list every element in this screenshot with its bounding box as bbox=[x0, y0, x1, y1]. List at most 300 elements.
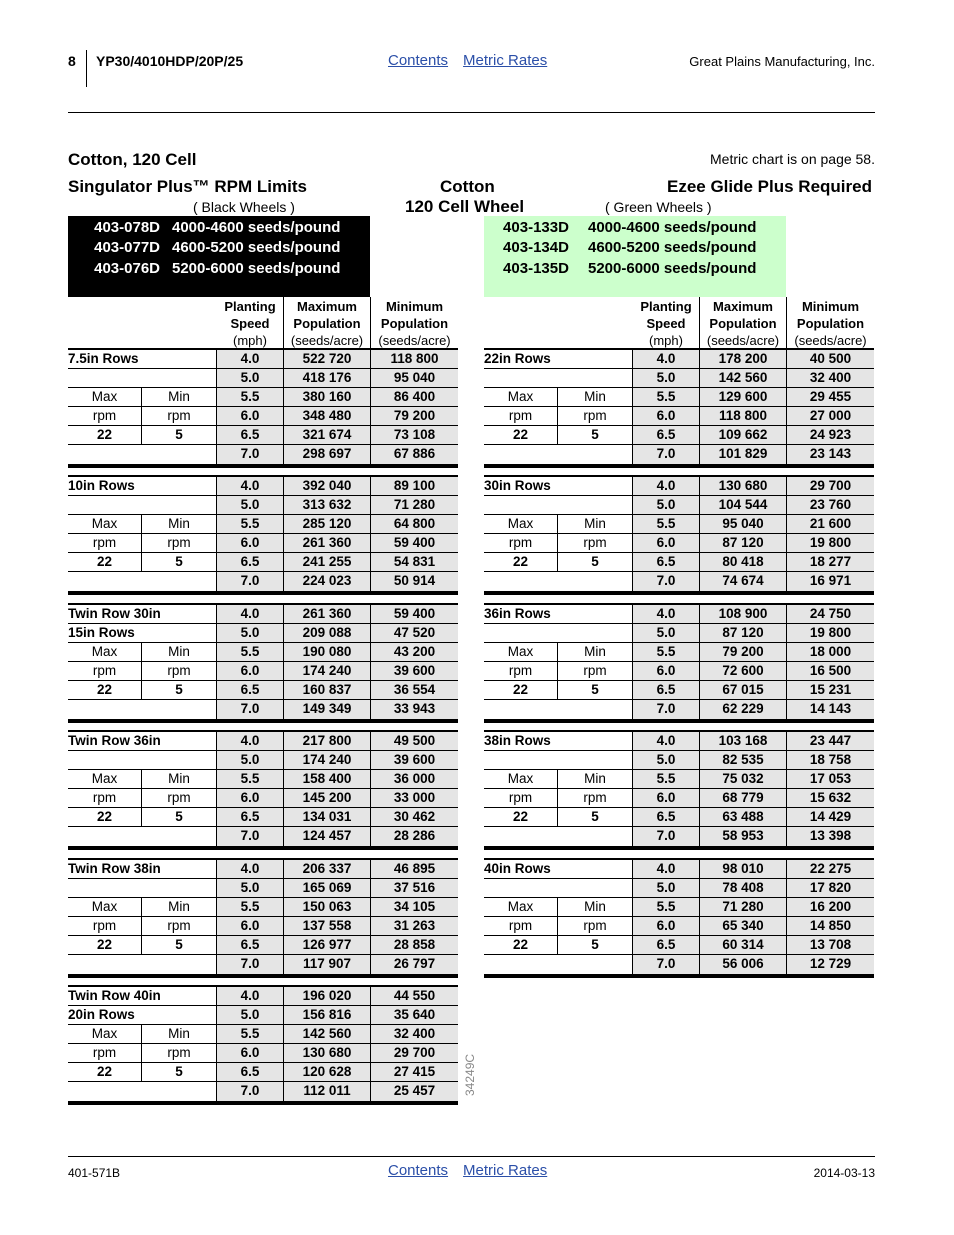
min-population-cell: 12 729 bbox=[787, 955, 874, 974]
speed-cell: 7.0 bbox=[217, 445, 284, 464]
max-population-cell: 313 632 bbox=[284, 496, 371, 514]
min-rpm-label: Min bbox=[168, 899, 190, 914]
row-label-cell bbox=[484, 827, 633, 846]
table-row bbox=[68, 350, 458, 369]
min-rpm-label: Min bbox=[584, 516, 606, 531]
row-spacing-label: Twin Row 38in bbox=[68, 861, 161, 876]
table-row bbox=[68, 515, 458, 534]
min-population-cell: 36 554 bbox=[371, 681, 458, 699]
min-population-cell: 64 800 bbox=[371, 515, 458, 533]
min-rpm-label: rpm bbox=[583, 408, 607, 423]
speed-cell: 6.5 bbox=[217, 426, 284, 444]
speed-cell: 6.0 bbox=[217, 1044, 284, 1062]
row-spacing-label bbox=[484, 496, 632, 514]
max-rpm-label: Max bbox=[68, 770, 142, 788]
max-rpm-label: Max bbox=[68, 898, 142, 916]
max-population-cell: 158 400 bbox=[284, 770, 371, 788]
company-name: Great Plains Manufacturing, Inc. bbox=[689, 54, 875, 69]
row-label-cell bbox=[68, 350, 217, 368]
speed-cell: 7.0 bbox=[633, 827, 700, 846]
max-population-cell: 71 280 bbox=[700, 898, 787, 916]
table-row bbox=[68, 955, 458, 974]
row-spacing-label bbox=[484, 751, 632, 769]
max-rpm-value: 22 bbox=[484, 426, 558, 444]
row-label-cell bbox=[68, 1082, 217, 1101]
max-rpm-value: 22 bbox=[484, 553, 558, 571]
speed-cell: 4.0 bbox=[217, 732, 284, 750]
min-rpm-label: Min bbox=[168, 1026, 190, 1041]
column-header-left bbox=[68, 297, 458, 348]
max-col-header: Maximum Population (seeds/acre) bbox=[284, 297, 371, 348]
figure-code: 34249C bbox=[463, 1053, 477, 1096]
block-rows bbox=[68, 860, 458, 974]
max-rpm-label: rpm bbox=[68, 789, 142, 807]
max-population-cell: 165 069 bbox=[284, 879, 371, 897]
block-bottom-rule bbox=[484, 464, 874, 468]
min-population-cell: 37 516 bbox=[371, 879, 458, 897]
row-spacing-label: 36in Rows bbox=[484, 606, 551, 621]
row-spacing-label bbox=[68, 879, 216, 897]
row-label-cell bbox=[68, 751, 217, 769]
max-population-cell: 79 200 bbox=[700, 643, 787, 661]
speed-cell: 6.5 bbox=[633, 808, 700, 826]
table-row bbox=[68, 1006, 458, 1025]
max-population-cell: 129 600 bbox=[700, 388, 787, 406]
min-rpm-label: rpm bbox=[583, 790, 607, 805]
max-population-cell: 62 229 bbox=[700, 700, 787, 719]
table-row bbox=[68, 662, 458, 681]
plate-row: 403-135D 5200-6000 seeds/pound bbox=[503, 259, 757, 277]
row-label-cell bbox=[484, 662, 633, 680]
min-rpm-value: 5 bbox=[591, 554, 599, 569]
min-population-cell: 17 053 bbox=[787, 770, 874, 788]
max-population-cell: 95 040 bbox=[700, 515, 787, 533]
speed-cell: 5.5 bbox=[633, 515, 700, 533]
row-label-cell bbox=[484, 350, 633, 368]
table-row bbox=[68, 1063, 458, 1082]
max-rpm-label: rpm bbox=[68, 662, 142, 680]
row-label-cell bbox=[484, 515, 633, 533]
max-population-cell: 261 360 bbox=[284, 605, 371, 623]
row-label-cell bbox=[68, 987, 217, 1005]
black-plate-box bbox=[68, 216, 370, 297]
black-wheels-label: ( Black Wheels ) bbox=[193, 199, 295, 215]
row-label-cell bbox=[68, 879, 217, 897]
block-rows bbox=[68, 477, 458, 591]
row-label-cell bbox=[484, 917, 633, 935]
row-spacing-label: Twin Row 36in bbox=[68, 733, 161, 748]
row-label-cell bbox=[484, 955, 633, 974]
min-population-cell: 35 640 bbox=[371, 1006, 458, 1024]
min-population-cell: 39 600 bbox=[371, 662, 458, 680]
header-divider bbox=[86, 50, 87, 87]
min-population-cell: 73 108 bbox=[371, 426, 458, 444]
table-row bbox=[68, 879, 458, 898]
min-rpm-label: Min bbox=[168, 516, 190, 531]
speed-cell: 6.0 bbox=[217, 534, 284, 552]
table-row bbox=[68, 827, 458, 846]
max-rpm-value: 22 bbox=[484, 681, 558, 699]
table-row bbox=[68, 477, 458, 496]
block-rows bbox=[68, 732, 458, 846]
max-rpm-label: Max bbox=[484, 515, 558, 533]
min-population-cell: 29 455 bbox=[787, 388, 874, 406]
speed-cell: 6.0 bbox=[633, 789, 700, 807]
table-row bbox=[484, 369, 874, 388]
metric-note: Metric chart is on page 58. bbox=[710, 151, 875, 167]
row-label-cell bbox=[484, 407, 633, 425]
speed-cell: 5.5 bbox=[633, 388, 700, 406]
table-row bbox=[68, 572, 458, 591]
row-label-cell bbox=[68, 477, 217, 495]
row-label-cell bbox=[68, 496, 217, 514]
row-label-cell bbox=[68, 1025, 217, 1043]
table-row bbox=[484, 700, 874, 719]
row-label-cell bbox=[484, 605, 633, 623]
min-population-cell: 27 000 bbox=[787, 407, 874, 425]
min-population-cell: 27 415 bbox=[371, 1063, 458, 1081]
table-row bbox=[484, 572, 874, 591]
green-wheels-label: ( Green Wheels ) bbox=[605, 199, 712, 215]
row-label-cell bbox=[484, 936, 633, 954]
table-row bbox=[68, 751, 458, 770]
column-header-right bbox=[484, 297, 874, 348]
min-population-cell: 46 895 bbox=[371, 860, 458, 878]
table-row bbox=[484, 350, 874, 369]
row-label-cell bbox=[484, 534, 633, 552]
max-population-cell: 108 900 bbox=[700, 605, 787, 623]
table-row bbox=[484, 955, 874, 974]
min-population-cell: 29 700 bbox=[371, 1044, 458, 1062]
table-row bbox=[484, 827, 874, 846]
ezee-title: Ezee Glide Plus Required bbox=[666, 177, 872, 196]
metric-rates-link[interactable]: Metric Rates bbox=[463, 1162, 548, 1179]
speed-cell: 5.5 bbox=[217, 898, 284, 916]
min-col-header: Minimum Population (seeds/acre) bbox=[378, 299, 451, 348]
min-population-cell: 47 520 bbox=[371, 624, 458, 642]
max-population-cell: 522 720 bbox=[284, 350, 371, 368]
speed-cell: 4.0 bbox=[217, 477, 284, 495]
max-population-cell: 98 010 bbox=[700, 860, 787, 878]
row-spacing-label: 7.5in Rows bbox=[68, 351, 139, 366]
row-label-cell bbox=[68, 917, 217, 935]
speed-cell: 5.0 bbox=[217, 751, 284, 769]
max-population-cell: 149 349 bbox=[284, 700, 371, 719]
contents-link[interactable]: Contents bbox=[388, 1162, 449, 1179]
max-population-cell: 75 032 bbox=[700, 770, 787, 788]
table-row bbox=[68, 369, 458, 388]
table-row bbox=[68, 770, 458, 789]
table-row bbox=[68, 624, 458, 643]
row-label-cell bbox=[68, 662, 217, 680]
row-label-cell bbox=[68, 1063, 217, 1081]
min-population-cell: 79 200 bbox=[371, 407, 458, 425]
block-rows bbox=[68, 987, 458, 1101]
min-population-cell: 23 760 bbox=[787, 496, 874, 514]
max-population-cell: 109 662 bbox=[700, 426, 787, 444]
speed-cell: 6.0 bbox=[633, 917, 700, 935]
row-label-cell bbox=[484, 426, 633, 444]
metric-rates-link[interactable]: Metric Rates bbox=[463, 52, 548, 69]
contents-link[interactable]: Contents bbox=[388, 52, 449, 69]
row-label-cell bbox=[484, 572, 633, 591]
row-label-cell bbox=[484, 445, 633, 464]
table-row bbox=[68, 1025, 458, 1044]
header-rule bbox=[68, 112, 875, 113]
row-block bbox=[68, 475, 458, 595]
speed-cell: 4.0 bbox=[217, 860, 284, 878]
block-bottom-rule bbox=[68, 846, 458, 850]
max-rpm-label: rpm bbox=[484, 534, 558, 552]
row-spacing-label: 30in Rows bbox=[484, 478, 551, 493]
max-rpm-value: 22 bbox=[68, 553, 142, 571]
speed-cell: 5.5 bbox=[217, 515, 284, 533]
row-spacing-label: Twin Row 40in bbox=[68, 988, 161, 1003]
speed-cell: 5.0 bbox=[217, 496, 284, 514]
row-label-cell bbox=[68, 860, 217, 878]
min-rpm-label: Min bbox=[584, 389, 606, 404]
plate-row: 403-077D 4600-5200 seeds/pound bbox=[94, 239, 341, 257]
row-label-cell bbox=[68, 572, 217, 591]
min-population-cell: 16 500 bbox=[787, 662, 874, 680]
table-row bbox=[484, 426, 874, 445]
max-rpm-label: rpm bbox=[68, 407, 142, 425]
row-block bbox=[68, 603, 458, 723]
max-population-cell: 142 560 bbox=[284, 1025, 371, 1043]
row-label-cell bbox=[484, 879, 633, 897]
min-population-cell: 21 600 bbox=[787, 515, 874, 533]
max-population-cell: 63 488 bbox=[700, 808, 787, 826]
min-population-cell: 54 831 bbox=[371, 553, 458, 571]
row-block bbox=[484, 603, 874, 723]
row-spacing-label bbox=[484, 879, 632, 897]
min-population-cell: 28 858 bbox=[371, 936, 458, 954]
max-population-cell: 321 674 bbox=[284, 426, 371, 444]
row-block bbox=[484, 348, 874, 468]
max-population-cell: 206 337 bbox=[284, 860, 371, 878]
max-population-cell: 392 040 bbox=[284, 477, 371, 495]
max-rpm-label: rpm bbox=[484, 789, 558, 807]
table-row bbox=[68, 1044, 458, 1063]
row-label-cell bbox=[484, 898, 633, 916]
table-row bbox=[484, 860, 874, 879]
min-rpm-label: rpm bbox=[167, 790, 191, 805]
green-plate-box bbox=[484, 216, 786, 297]
min-population-cell: 59 400 bbox=[371, 605, 458, 623]
block-rows bbox=[484, 350, 874, 464]
row-label-cell bbox=[68, 789, 217, 807]
min-population-cell: 50 914 bbox=[371, 572, 458, 591]
min-population-cell: 14 143 bbox=[787, 700, 874, 719]
min-population-cell: 31 263 bbox=[371, 917, 458, 935]
min-population-cell: 23 447 bbox=[787, 732, 874, 750]
row-label-cell bbox=[68, 624, 217, 642]
speed-cell: 4.0 bbox=[217, 987, 284, 1005]
row-block bbox=[68, 985, 458, 1105]
row-spacing-label bbox=[68, 369, 216, 387]
row-label-cell bbox=[68, 445, 217, 464]
max-population-cell: 178 200 bbox=[700, 350, 787, 368]
row-spacing-label bbox=[484, 624, 632, 642]
row-label-cell bbox=[68, 605, 217, 623]
max-population-cell: 118 800 bbox=[700, 407, 787, 425]
table-row bbox=[68, 987, 458, 1006]
table-row bbox=[484, 751, 874, 770]
section-title: Cotton, 120 Cell bbox=[68, 150, 197, 169]
min-rpm-value: 5 bbox=[591, 682, 599, 697]
row-label-cell bbox=[68, 700, 217, 719]
table-row bbox=[484, 496, 874, 515]
speed-cell: 7.0 bbox=[633, 572, 700, 591]
min-population-cell: 44 550 bbox=[371, 987, 458, 1005]
speed-cell: 5.5 bbox=[217, 1025, 284, 1043]
max-population-cell: 120 628 bbox=[284, 1063, 371, 1081]
min-rpm-label: Min bbox=[168, 644, 190, 659]
max-population-cell: 156 816 bbox=[284, 1006, 371, 1024]
min-population-cell: 33 943 bbox=[371, 700, 458, 719]
speed-cell: 6.5 bbox=[217, 1063, 284, 1081]
speed-cell: 4.0 bbox=[633, 605, 700, 623]
max-population-cell: 174 240 bbox=[284, 751, 371, 769]
speed-cell: 6.5 bbox=[217, 808, 284, 826]
speed-cell: 6.5 bbox=[217, 553, 284, 571]
table-row bbox=[484, 681, 874, 700]
row-label-cell bbox=[68, 898, 217, 916]
speed-cell: 7.0 bbox=[633, 445, 700, 464]
row-label-cell bbox=[484, 681, 633, 699]
block-bottom-rule bbox=[484, 846, 874, 850]
table-row bbox=[484, 477, 874, 496]
row-label-cell bbox=[484, 700, 633, 719]
row-label-cell bbox=[484, 770, 633, 788]
row-block bbox=[484, 475, 874, 595]
max-population-cell: 145 200 bbox=[284, 789, 371, 807]
min-population-cell: 36 000 bbox=[371, 770, 458, 788]
max-population-cell: 348 480 bbox=[284, 407, 371, 425]
min-population-cell: 29 700 bbox=[787, 477, 874, 495]
min-population-cell: 18 758 bbox=[787, 751, 874, 769]
table-row bbox=[68, 700, 458, 719]
min-population-cell: 19 800 bbox=[787, 624, 874, 642]
row-spacing-label: 10in Rows bbox=[68, 478, 135, 493]
row-label-cell bbox=[68, 426, 217, 444]
block-bottom-rule bbox=[68, 974, 458, 978]
min-rpm-label: Min bbox=[168, 389, 190, 404]
speed-cell: 7.0 bbox=[217, 827, 284, 846]
table-row bbox=[484, 917, 874, 936]
speed-cell: 6.0 bbox=[217, 917, 284, 935]
speed-cell: 5.0 bbox=[217, 624, 284, 642]
table-row bbox=[484, 553, 874, 572]
speed-cell: 4.0 bbox=[633, 477, 700, 495]
table-row bbox=[68, 860, 458, 879]
block-rows bbox=[484, 477, 874, 591]
row-label-cell bbox=[68, 770, 217, 788]
speed-cell: 7.0 bbox=[217, 700, 284, 719]
speed-cell: 6.0 bbox=[633, 407, 700, 425]
block-bottom-rule bbox=[484, 591, 874, 595]
speed-cell: 5.0 bbox=[633, 496, 700, 514]
row-label-cell bbox=[484, 789, 633, 807]
speed-cell: 4.0 bbox=[633, 350, 700, 368]
speed-cell: 5.0 bbox=[217, 369, 284, 387]
max-population-cell: 65 340 bbox=[700, 917, 787, 935]
max-rpm-label: rpm bbox=[68, 917, 142, 935]
speed-cell: 6.0 bbox=[217, 662, 284, 680]
row-label-cell bbox=[484, 732, 633, 750]
table-row bbox=[484, 643, 874, 662]
min-population-cell: 24 923 bbox=[787, 426, 874, 444]
max-rpm-label: rpm bbox=[484, 407, 558, 425]
speed-cell: 5.5 bbox=[633, 643, 700, 661]
min-rpm-label: rpm bbox=[167, 918, 191, 933]
max-population-cell: 126 977 bbox=[284, 936, 371, 954]
row-label-cell bbox=[68, 955, 217, 974]
max-population-cell: 72 600 bbox=[700, 662, 787, 680]
max-population-cell: 137 558 bbox=[284, 917, 371, 935]
min-population-cell: 16 971 bbox=[787, 572, 874, 591]
speed-cell: 6.5 bbox=[633, 553, 700, 571]
table-row bbox=[484, 445, 874, 464]
min-population-cell: 71 280 bbox=[371, 496, 458, 514]
min-rpm-label: rpm bbox=[583, 663, 607, 678]
revision-date: 2014-03-13 bbox=[813, 1166, 875, 1180]
max-population-cell: 68 779 bbox=[700, 789, 787, 807]
max-rpm-label: rpm bbox=[484, 662, 558, 680]
row-spacing-label bbox=[68, 496, 216, 514]
row-label-cell bbox=[68, 643, 217, 661]
max-rpm-label: Max bbox=[484, 388, 558, 406]
max-population-cell: 101 829 bbox=[700, 445, 787, 464]
table-row bbox=[484, 662, 874, 681]
min-population-cell: 59 400 bbox=[371, 534, 458, 552]
block-bottom-rule bbox=[68, 591, 458, 595]
speed-cell: 5.5 bbox=[633, 898, 700, 916]
table-row bbox=[68, 898, 458, 917]
table-row bbox=[68, 426, 458, 445]
row-spacing-label: Twin Row 30in bbox=[68, 606, 161, 621]
max-population-cell: 58 953 bbox=[700, 827, 787, 846]
speed-cell: 5.0 bbox=[633, 879, 700, 897]
speed-cell: 4.0 bbox=[217, 350, 284, 368]
max-rpm-label: rpm bbox=[484, 917, 558, 935]
footer-rule bbox=[68, 1156, 875, 1157]
max-population-cell: 285 120 bbox=[284, 515, 371, 533]
min-population-cell: 32 400 bbox=[371, 1025, 458, 1043]
max-population-cell: 67 015 bbox=[700, 681, 787, 699]
row-spacing-label: 40in Rows bbox=[484, 861, 551, 876]
table-row bbox=[68, 553, 458, 572]
table-row bbox=[484, 407, 874, 426]
row-label-cell bbox=[68, 936, 217, 954]
row-spacing-label: 38in Rows bbox=[484, 733, 551, 748]
speed-cell: 4.0 bbox=[633, 732, 700, 750]
min-rpm-label: rpm bbox=[167, 408, 191, 423]
min-rpm-label: rpm bbox=[583, 918, 607, 933]
max-population-cell: 82 535 bbox=[700, 751, 787, 769]
speed-cell: 5.0 bbox=[217, 879, 284, 897]
plate-row: 403-134D 4600-5200 seeds/pound bbox=[503, 239, 757, 257]
speed-cell: 6.5 bbox=[217, 936, 284, 954]
table-row bbox=[484, 515, 874, 534]
min-population-cell: 17 820 bbox=[787, 879, 874, 897]
speed-cell: 6.0 bbox=[633, 534, 700, 552]
footer-links bbox=[388, 1162, 562, 1179]
row-label-cell bbox=[68, 515, 217, 533]
block-bottom-rule bbox=[484, 719, 874, 723]
page-number: 8 bbox=[68, 53, 76, 69]
model-title: YP30/4010HDP/20P/25 bbox=[96, 53, 244, 69]
